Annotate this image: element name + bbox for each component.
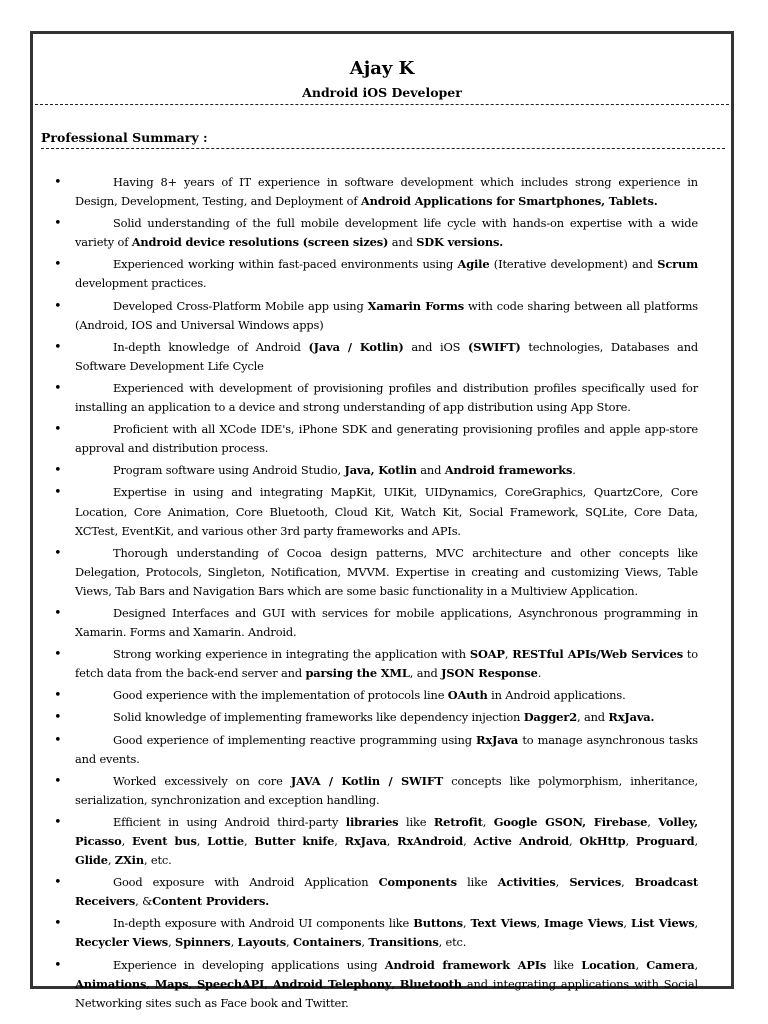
item-text: . [537, 666, 542, 681]
item-text: to manage asynchronous tasks and events. [75, 732, 698, 766]
item-text: Program software using Android Studio, [113, 463, 345, 478]
emphasis-text: Buttons [413, 916, 463, 931]
summary-item [33, 297, 731, 335]
item-text: , and [409, 666, 442, 681]
bullet-icon: • [54, 688, 62, 704]
summary-item [33, 956, 731, 1013]
item-text: concepts like polymorphism, inheritance, serialization, synchronization and exception handling. [75, 773, 698, 807]
bullet-icon: • [54, 485, 62, 501]
item-text: , [504, 647, 513, 662]
emphasis-text: OAuth [447, 688, 488, 703]
emphasis-text: RxJava. [608, 710, 655, 725]
item-text: , [625, 834, 636, 848]
item-text: Strong working experience in integrating the application with [113, 647, 470, 662]
emphasis-text: Android frameworks [444, 463, 573, 478]
emphasis-text: Location [581, 957, 636, 972]
summary-item [33, 338, 731, 376]
summary-item [33, 173, 731, 211]
emphasis-text: Transitions [368, 935, 439, 950]
bullet-icon: • [54, 710, 62, 726]
item-text: In-depth knowledge of Android [113, 339, 309, 354]
item-text: , [621, 875, 635, 890]
item-text: , [482, 814, 494, 829]
item-text: , [334, 834, 345, 848]
emphasis-text: JSON Response [441, 666, 538, 681]
bullet-icon: • [54, 298, 62, 314]
summary-item [33, 813, 731, 870]
emphasis-text: parsing the XML [305, 666, 410, 681]
item-text: , [463, 834, 474, 848]
item-text: , [264, 976, 273, 991]
emphasis-text: Proguard [635, 834, 695, 848]
emphasis-text: Components [378, 875, 457, 890]
item-text: , [623, 916, 631, 931]
item-text: Designed Interfaces and GUI with services for mobile applications, Asynchronous programming in Xamarin. Forms and Xamarin. Android. [75, 605, 698, 640]
summary-item [33, 708, 731, 727]
item-text: Solid understanding of the full mobile development life cycle with hands-on expertise with a wide variety of [75, 216, 698, 250]
bullet-icon: • [54, 380, 62, 396]
summary-item [33, 379, 731, 417]
bullet-icon: • [54, 339, 62, 355]
emphasis-text: Google GSON, Firebase [493, 814, 648, 829]
emphasis-text: Bluetooth [399, 976, 462, 991]
summary-list [33, 173, 731, 1013]
bullet-icon: • [54, 916, 62, 932]
item-text: , [386, 834, 398, 848]
item-text: , [107, 853, 115, 868]
item-text: Good exposure with Android Application [113, 875, 379, 890]
emphasis-text: Spinners [175, 935, 231, 950]
emphasis-text: Image Views [544, 916, 624, 931]
item-text: in Android applications. [487, 688, 626, 703]
emphasis-text: Camera [646, 957, 695, 972]
emphasis-text: Event bus [131, 834, 197, 848]
item-text: , [196, 834, 208, 848]
item-text: like [456, 875, 498, 890]
summary-item [33, 420, 731, 458]
emphasis-text: Android Applications for Smartphones, Tablets. [360, 194, 658, 209]
summary-item [33, 873, 731, 911]
emphasis-text: Lottie [207, 834, 244, 848]
bullet-icon: • [54, 463, 62, 479]
item-text: like [398, 814, 434, 829]
summary-item [33, 461, 731, 480]
emphasis-text: Active Android [473, 834, 569, 848]
emphasis-text: Xamarin Forms [367, 298, 464, 313]
summary-item [33, 255, 731, 293]
emphasis-text: Containers [293, 935, 362, 950]
bullet-icon: • [54, 257, 62, 273]
candidate-name: Ajay K [349, 58, 415, 79]
item-text: , [391, 976, 400, 991]
item-text: and iOS [403, 339, 469, 354]
item-text: , [243, 834, 255, 848]
resume-page [30, 31, 734, 1010]
emphasis-text: (SWIFT) [468, 339, 521, 354]
summary-item [33, 686, 731, 705]
emphasis-text: Android framework APIs [384, 957, 547, 972]
emphasis-text: Butter knife [254, 834, 335, 848]
emphasis-text: libraries [345, 814, 399, 829]
emphasis-text: JAVA / Kotlin / SWIFT [290, 773, 444, 788]
section-divider [41, 148, 725, 149]
candidate-title: Android iOS Developer [302, 85, 462, 100]
item-text: Proficient with all XCode IDE's, iPhone SDK and generating provisioning profiles and apple app-store approval and distribution process. [75, 422, 698, 456]
item-text: , [462, 916, 471, 931]
item-text: Thorough understanding of Cocoa design patterns, MVC architecture and other concepts like Delegation, Protocols, Singleton, Notification, MVVM. Expertise in creating and customizing Views, Table Views, Tab Bars and Navigation Bars which are some basic functionality in a Multiview Application. [75, 545, 698, 598]
emphasis-text: Recycler Views [75, 935, 169, 950]
summary-item [33, 483, 731, 540]
item-text: , [647, 814, 659, 829]
item-text: , [230, 935, 238, 950]
emphasis-text: RxAndroid [397, 834, 464, 848]
item-text: Expertise in using and integrating MapKit, UIKit, UIDynamics, CoreGraphics, QuartzCore, Core Location, Core Animation, Core Bluetooth, Cloud Kit, Watch Kit, Social Framework, SQLite, Core Data, XCTest, EventKit, and various other 3rd party frameworks and APIs. [75, 485, 698, 538]
item-text: Experience in developing applications using [113, 957, 385, 972]
summary-item [33, 645, 731, 683]
summary-item [33, 731, 731, 769]
emphasis-text: Glide [75, 853, 108, 868]
bullet-icon: • [54, 175, 62, 190]
emphasis-text: SOAP [469, 647, 505, 662]
emphasis-text: Content Providers. [152, 894, 270, 909]
emphasis-text: OkHttp [579, 834, 626, 848]
emphasis-text: Text Views [470, 916, 537, 931]
item-text: , etc. [438, 935, 467, 950]
item-text: Good experience of implementing reactive programming using [113, 732, 477, 747]
emphasis-text: Android Telephony [272, 976, 392, 991]
emphasis-text: RxJava [344, 834, 387, 848]
item-text: Worked excessively on core [113, 773, 291, 788]
item-text: , [635, 957, 647, 972]
emphasis-text: Maps [154, 976, 189, 991]
item-text: like [546, 957, 582, 972]
item-text: , [555, 875, 570, 890]
emphasis-text: Services [569, 875, 622, 890]
summary-item [33, 214, 731, 252]
item-text: Experienced working within fast-paced environments using [113, 257, 458, 272]
item-text: Having 8+ years of IT experience in software development which includes strong experience in Design, Development, Testing, and Deployment of [75, 175, 698, 209]
item-text: Efficient in using Android third-party [113, 814, 346, 829]
item-text: technologies, Databases and Software Development Life Cycle [75, 339, 699, 373]
summary-item [33, 544, 731, 601]
emphasis-text: Agile [457, 257, 490, 272]
emphasis-text: List Views [630, 916, 695, 931]
item-text: . [572, 463, 576, 478]
emphasis-text: Retrofit [433, 814, 483, 829]
summary-item [33, 772, 731, 810]
item-text: , & [135, 894, 153, 909]
emphasis-text: SpeechAPI [196, 976, 265, 991]
item-text: Good experience with the implementation of protocols line [113, 688, 448, 703]
item-text: Solid knowledge of implementing frameworks like dependency injection [113, 710, 524, 725]
item-text: (Iterative development) and [489, 257, 658, 272]
emphasis-text: RESTful APIs/Web Services [512, 647, 683, 662]
bullet-icon: • [54, 875, 62, 891]
item-text: , and [577, 710, 609, 725]
item-text: , [361, 935, 369, 950]
emphasis-text: Scrum [657, 257, 698, 272]
bullet-icon: • [54, 773, 62, 789]
emphasis-text: Java, Kotlin [344, 463, 417, 478]
bullet-icon: • [54, 732, 62, 748]
summary-item [33, 914, 731, 952]
bullet-icon: • [54, 814, 62, 830]
item-text: and [388, 235, 417, 250]
bullet-icon: • [54, 957, 62, 973]
bullet-icon: • [54, 545, 62, 561]
emphasis-text: Animations [75, 976, 147, 991]
emphasis-text: Activities [497, 875, 556, 890]
bullet-icon: • [54, 647, 62, 663]
item-text: Experienced with development of provisioning profiles and distribution profiles specifically used for installing an application to a device and strong understanding of app distribution using App Store. [75, 380, 698, 415]
emphasis-text: Volley, Picasso [75, 814, 698, 848]
item-text: Developed Cross-Platform Mobile app using [113, 298, 368, 313]
emphasis-text: Layouts [237, 935, 287, 950]
emphasis-text: Android device resolutions (screen sizes) [131, 235, 389, 250]
item-text: to fetch data from the back-end server and [75, 647, 699, 681]
item-text: , etc. [143, 853, 172, 868]
item-text: , [146, 976, 155, 991]
item-text: , [168, 935, 176, 950]
bullet-icon: • [54, 216, 62, 232]
item-text: and integrating applications with Social Networking sites such as Face book and Twitter. [75, 976, 698, 1010]
item-text: , [694, 957, 698, 972]
header-divider [35, 104, 729, 105]
item-text: , [286, 935, 293, 950]
summary-item [33, 604, 731, 642]
item-text: , [188, 976, 197, 991]
item-text: In-depth exposure with Android UI components like [113, 916, 414, 931]
item-text: and [416, 463, 445, 478]
section-heading: Professional Summary : [41, 130, 208, 145]
emphasis-text: Broadcast Receivers [75, 875, 699, 909]
item-text: , [121, 834, 132, 848]
item-text: , [536, 916, 545, 931]
emphasis-text: (Java / Kotlin) [308, 339, 404, 354]
item-text: , [694, 834, 698, 848]
item-text: , [694, 916, 698, 931]
bullet-icon: • [54, 422, 62, 438]
item-text: with code sharing between all platforms (Android, IOS and Universal Windows apps) [75, 298, 698, 332]
emphasis-text: Dagger2 [523, 710, 577, 725]
emphasis-text: SDK versions. [416, 235, 504, 250]
emphasis-text: ZXin [114, 853, 144, 868]
emphasis-text: RxJava [476, 732, 519, 747]
bullet-icon: • [54, 605, 62, 621]
item-text: , [568, 834, 580, 848]
item-text: development practices. [75, 276, 207, 291]
